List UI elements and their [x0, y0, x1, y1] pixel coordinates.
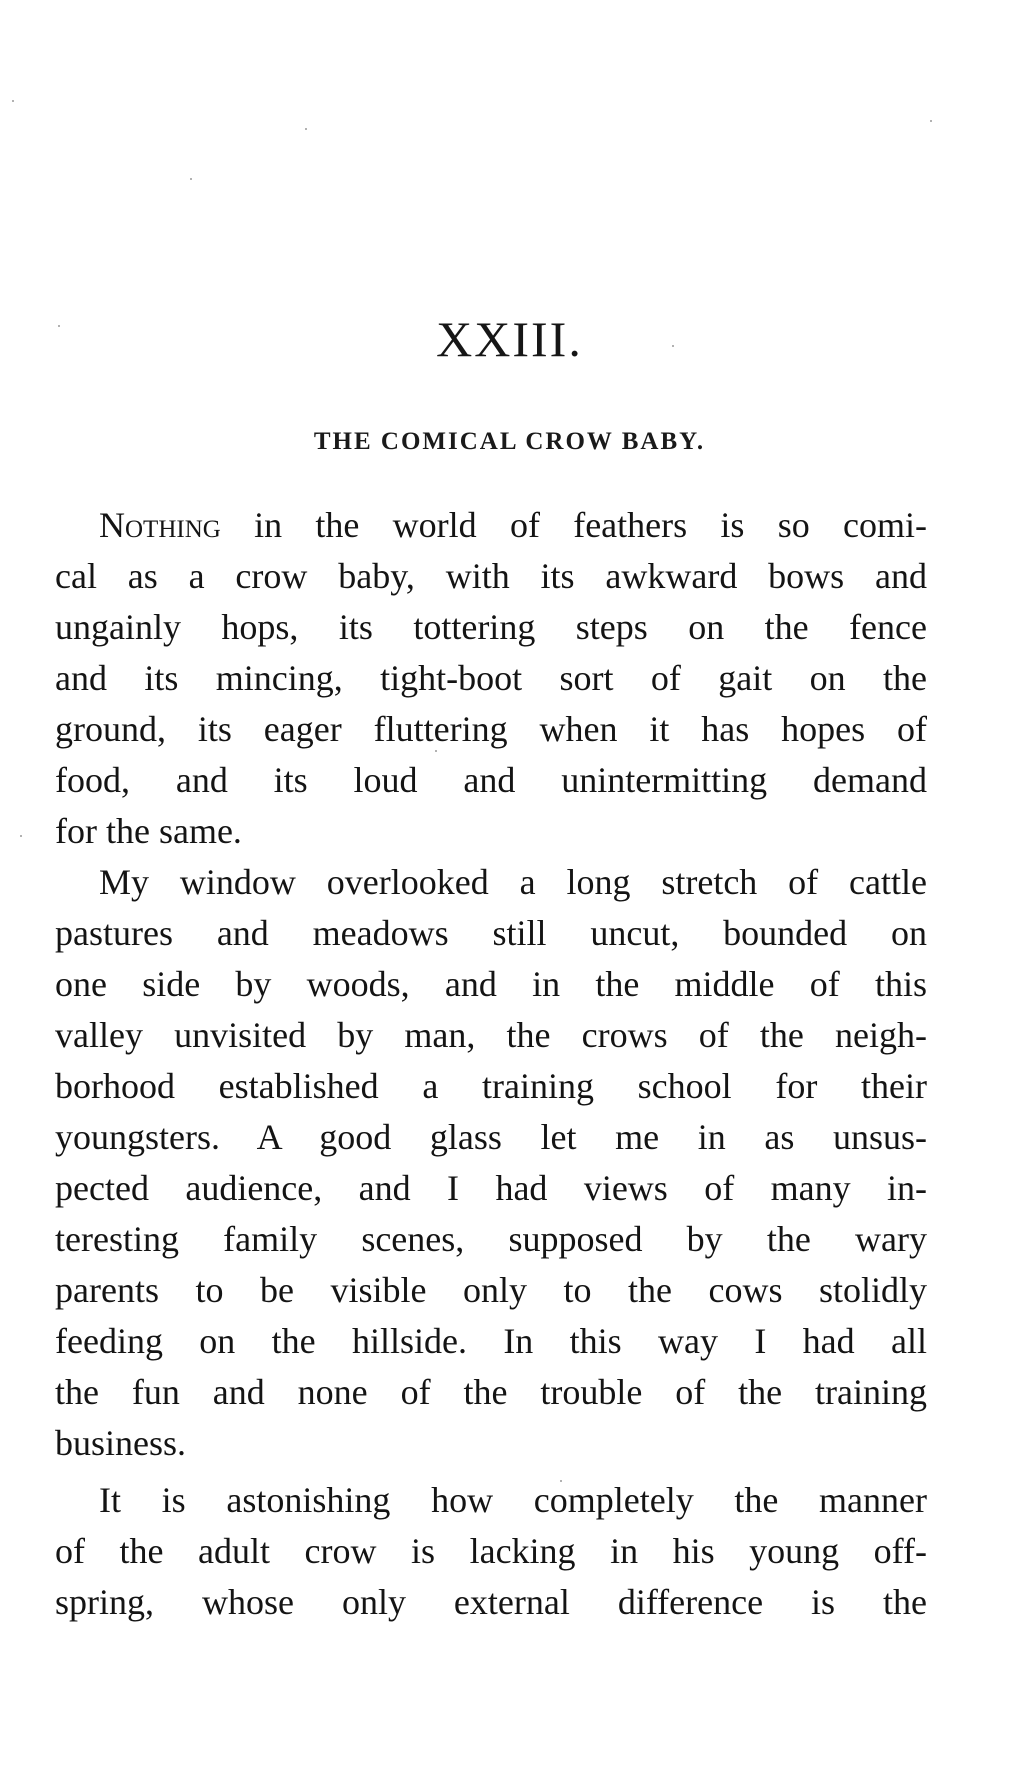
text-line: spring, whose only external difference is the — [55, 1582, 927, 1622]
paper-speck — [20, 835, 22, 837]
text-line: teresting family scenes, supposed by the wary — [55, 1219, 927, 1259]
text-line: youngsters. A good glass let me in as unsus- — [55, 1117, 927, 1157]
text-line: feeding on the hillside. In this way I had all — [55, 1321, 927, 1361]
text-line: food, and its loud and unintermitting demand — [55, 760, 927, 800]
body-text — [55, 500, 927, 1628]
text-line: My window overlooked a long stretch of cattle — [99, 862, 927, 902]
text-line: cal as a crow baby, with its awkward bows and — [55, 556, 927, 596]
paper-speck — [12, 100, 14, 102]
text-line: borhood established a training school for their — [55, 1066, 927, 1106]
text-line: business. — [55, 1423, 187, 1463]
paper-speck — [190, 178, 192, 180]
paragraph — [55, 1475, 927, 1628]
text-line: valley unvisited by man, the crows of the neigh- — [55, 1015, 927, 1055]
text-line: parents to be visible only to the cows stolidly — [55, 1270, 927, 1310]
text-line: Nothing in the world of feathers is so comi- — [99, 505, 927, 545]
chapter-number: XXIII. — [436, 311, 583, 367]
text-line: It is astonishing how completely the manner — [99, 1480, 927, 1520]
drop-word: Nothing — [99, 505, 221, 545]
text-line: pastures and meadows still uncut, bounded on — [55, 913, 927, 953]
text-line: ground, its eager fluttering when it has hopes of — [55, 709, 927, 749]
text-line: for the same. — [55, 811, 242, 851]
text-line: one side by woods, and in the middle of this — [55, 964, 927, 1004]
text-line: ungainly hops, its tottering steps on the fence — [55, 607, 927, 647]
text-line: pected audience, and I had views of many in- — [55, 1168, 927, 1208]
paragraph — [55, 857, 927, 1469]
paper-speck — [305, 128, 307, 130]
paragraph — [55, 500, 927, 857]
text-line: of the adult crow is lacking in his young off- — [55, 1531, 927, 1571]
text-line: and its mincing, tight-boot sort of gait on the — [55, 658, 927, 698]
text-line: the fun and none of the trouble of the training — [55, 1372, 927, 1412]
paper-speck — [930, 120, 932, 122]
chapter-title: THE COMICAL CROW BABY. — [313, 428, 706, 455]
